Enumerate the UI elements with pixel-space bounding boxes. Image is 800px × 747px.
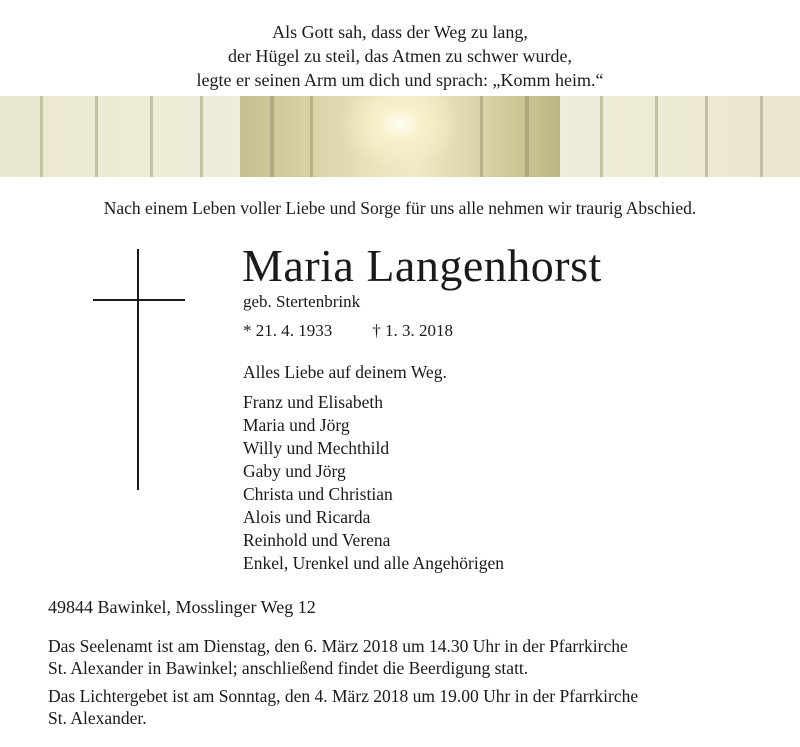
list-item: Christa und Christian — [243, 484, 393, 504]
tree-trunk — [40, 96, 43, 177]
list-item: Reinhold und Verena — [243, 530, 391, 550]
death-date: † 1. 3. 2018 — [372, 321, 453, 340]
mourners-list — [243, 391, 504, 575]
tree-trunk — [310, 96, 313, 177]
cross-horizontal-bar — [93, 299, 185, 301]
birth-date: * 21. 4. 1933 — [243, 321, 333, 340]
tree-trunk — [655, 96, 658, 177]
requiem-notice — [48, 635, 768, 679]
tree-trunk — [150, 96, 153, 177]
deceased-name: Maria Langenhorst — [242, 240, 602, 291]
list-item: Enkel, Urenkel und alle Angehörigen — [243, 553, 504, 573]
tree-trunk — [95, 96, 98, 177]
tree-trunk — [200, 96, 203, 177]
cross-vertical-bar — [137, 249, 139, 490]
forest-banner — [0, 96, 800, 177]
poem-line-1: Als Gott sah, dass der Weg zu lang, — [272, 22, 528, 42]
list-item: Gaby und Jörg — [243, 461, 346, 481]
poem-line-2: der Hügel zu steil, das Atmen zu schwer wurde, — [228, 46, 572, 66]
tree-trunk — [525, 96, 529, 177]
life-dates — [243, 321, 453, 341]
list-item: Willy und Mechthild — [243, 438, 390, 458]
notice-line: Das Seelenamt ist am Dienstag, den 6. März 2018 um 14.30 Uhr in der Pfarrkirche — [48, 636, 628, 656]
notice-line: St. Alexander. — [48, 708, 147, 728]
list-item: Maria und Jörg — [243, 415, 350, 435]
tree-trunk — [480, 96, 483, 177]
notice-line: St. Alexander in Bawinkel; anschließend findet die Beerdigung statt. — [48, 658, 529, 678]
tree-trunk — [760, 96, 763, 177]
tree-trunk — [600, 96, 603, 177]
list-item: Franz und Elisabeth — [243, 392, 383, 412]
tree-trunk — [705, 96, 708, 177]
maiden-name: geb. Stertenbrink — [243, 292, 361, 311]
poem-line-3: legte er seinen Arm um dich und sprach: „Komm heim.“ — [196, 70, 604, 90]
poem — [0, 20, 800, 92]
farewell-text: Alles Liebe auf deinem Weg. — [243, 362, 447, 382]
list-item: Alois und Ricarda — [243, 507, 371, 527]
intro-text: Nach einem Leben voller Liebe und Sorge für uns alle nehmen wir traurig Abschied. — [103, 198, 697, 218]
address: 49844 Bawinkel, Mosslinger Weg 12 — [48, 597, 316, 617]
notice-line: Das Lichtergebet ist am Sonntag, den 4. März 2018 um 19.00 Uhr in der Pfarrkirche — [48, 686, 639, 706]
prayer-notice — [48, 685, 768, 729]
forest-path-photo — [240, 96, 560, 177]
tree-trunk — [270, 96, 274, 177]
